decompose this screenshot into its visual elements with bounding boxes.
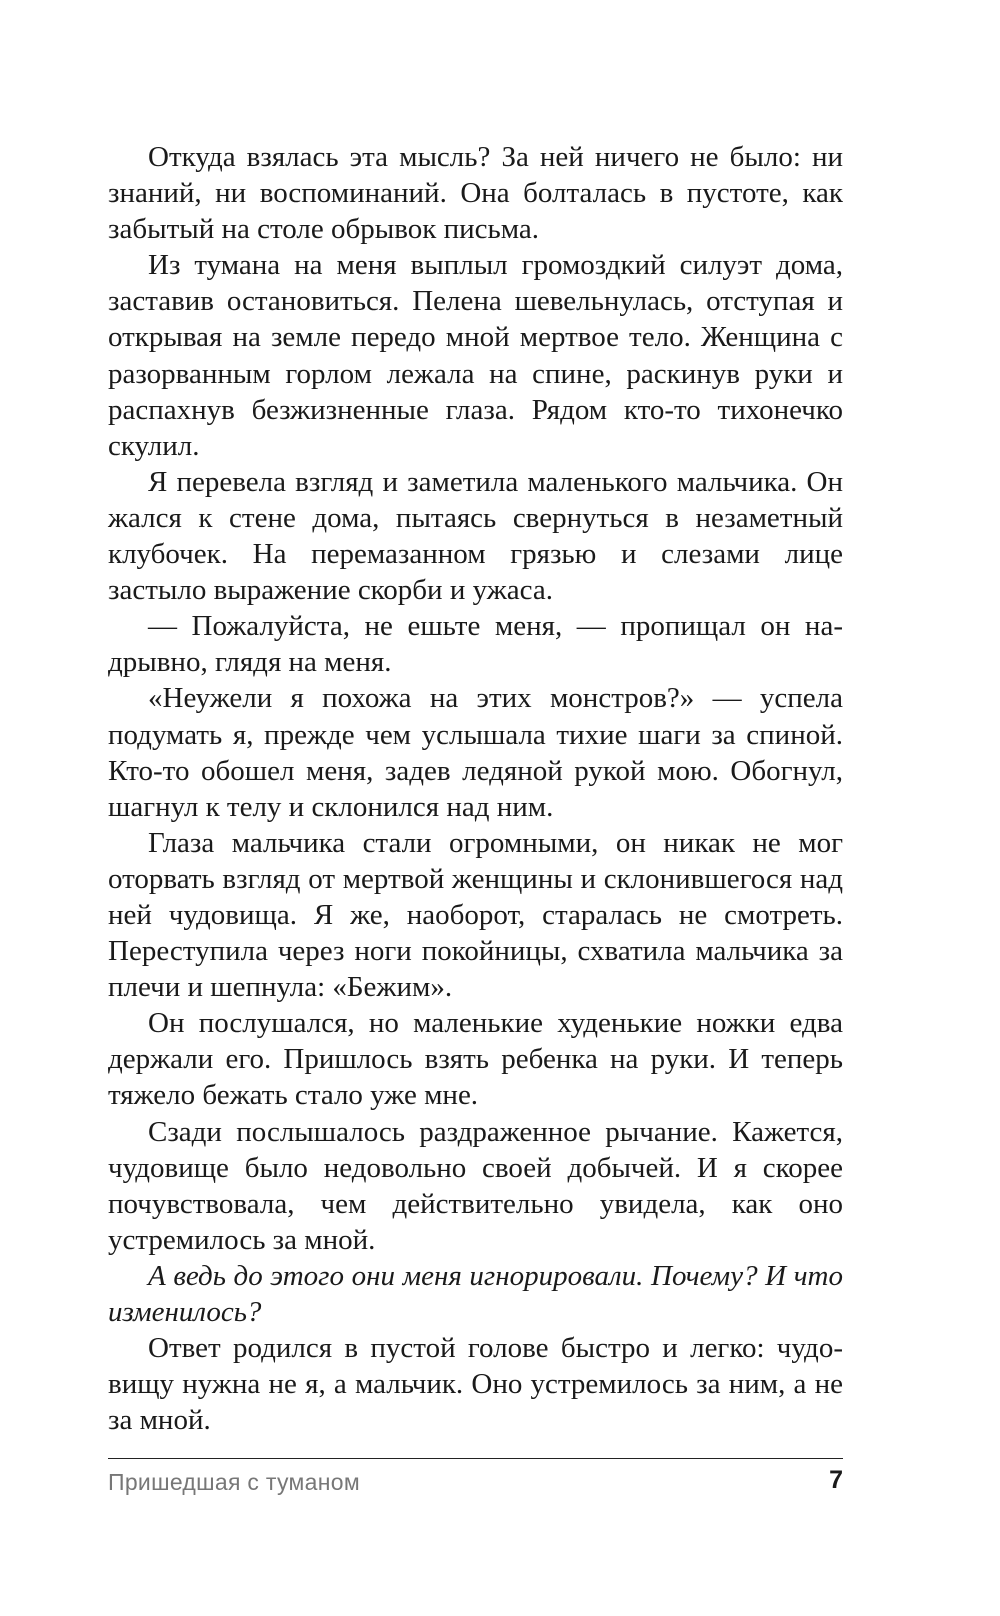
page-number: 7 bbox=[829, 1466, 843, 1494]
paragraph: Из тумана на меня выплыл громоздкий силуэт дома, заставив остановиться. Пелена шевельнулась, отступая и открывая на земле передо мной мертвое тело. Женщина с разорванным горлом лежала на спине, раскинув руки и распахнув безжизненные глаза. Рядом кто-то тихонечко скулил. bbox=[108, 249, 843, 462]
running-footer-title: Пришедшая с туманом bbox=[108, 1469, 360, 1495]
paragraph: Откуда взялась эта мысль? За ней ничего не было: ни знаний, ни воспоминаний. Она болталась в пустоте, как забытый на столе обрывок письма. bbox=[108, 141, 843, 246]
paragraph: Я перевела взгляд и заметила маленького мальчика. Он жался к стене дома, пытаясь свернуться в незаметный клубочек. На перемазанном грязью и слезами лице застыло выражение скорби и ужаса. bbox=[108, 465, 843, 607]
paragraph: Ответ родился в пустой голове быстро и легко: чудовищу нужна не я, а мальчик. Оно устремилось за ним, а не за мной. bbox=[108, 1332, 843, 1437]
paragraph: Глаза мальчика стали огромными, он никак не мог оторвать взгляд от мертвой женщины и склонившегося над ней чудовища. Я же, наоборот, старалась не смотреть. Переступила через ноги покойницы, схватила мальчика за плечи и шепнула: «Бежим». bbox=[108, 826, 843, 1004]
paragraph: «Неужели я похожа на этих монстров?» — успела подумать я, прежде чем услышала тихие шаги за спиной. Кто-то обошел меня, задев ледяной рукой мою. Обогнул, шагнул к телу и склонился над ним. bbox=[108, 682, 843, 823]
paragraph-italic: А ведь до этого они меня игнорировали. Почему? И что изменилось? bbox=[108, 1259, 843, 1328]
footer-divider bbox=[108, 1458, 843, 1459]
paragraph: — Пожалуйста, не ешьте меня, — пропищал он надрывно, глядя на меня. bbox=[108, 610, 843, 679]
paragraph: Он послушался, но маленькие худенькие ножки едва держали его. Пришлось взять ребенка на руки. И теперь тяжело бежать стало уже мне. bbox=[108, 1007, 843, 1112]
body-text bbox=[108, 139, 843, 1438]
paragraph: Сзади послышалось раздраженное рычание. Кажется, чудовище было недовольно своей добычей. И я скорее почувствовала, чем действительно увидела, как оно устремилось за мной. bbox=[108, 1115, 843, 1256]
